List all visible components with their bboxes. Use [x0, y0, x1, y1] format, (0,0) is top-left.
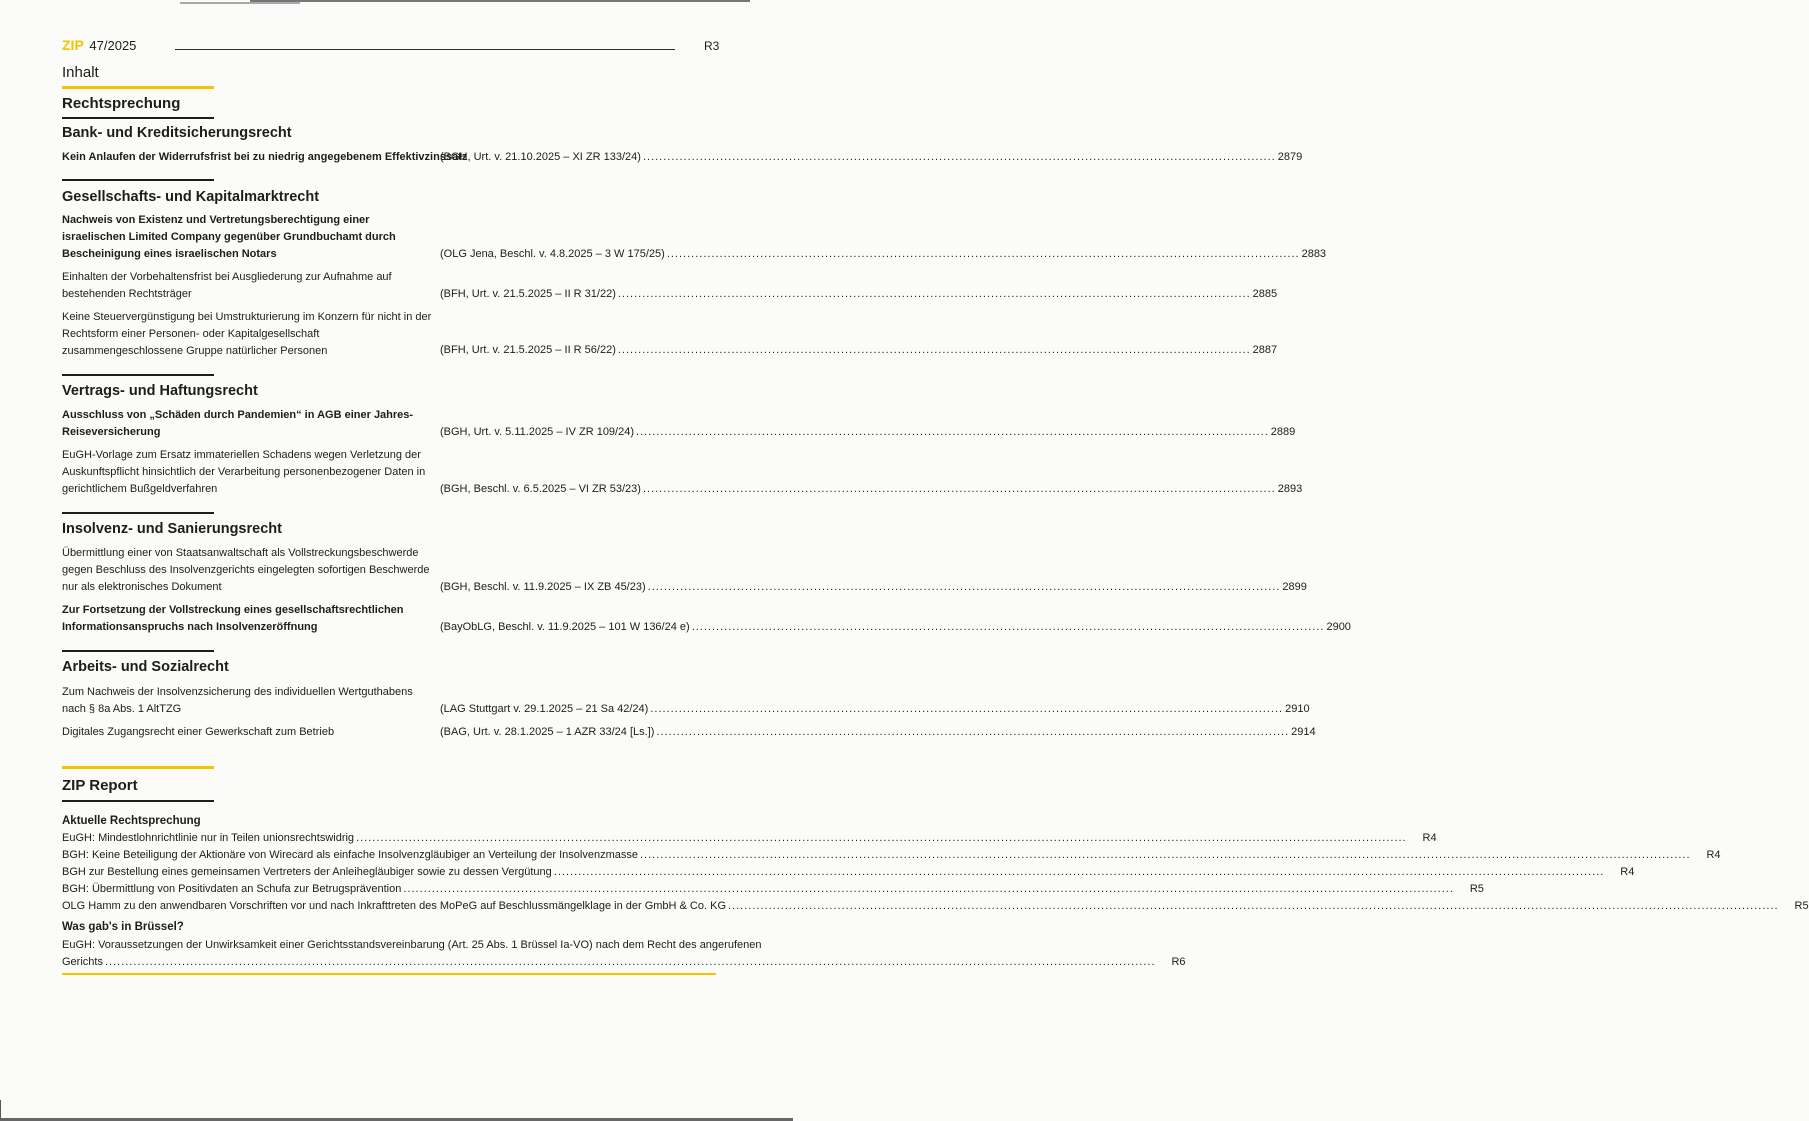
toc-entry[interactable]: Kein Anlaufen der Widerrufsfrist bei zu niedrig angegebenem Effektivzinssatz — [62, 151, 468, 163]
subsection-arbeit: Arbeits- und Sozialrecht — [62, 659, 229, 675]
page-ref: 2900 — [1326, 621, 1351, 633]
page-ref: 2899 — [1282, 581, 1307, 593]
section-rechtsprechung: Rechtsprechung — [62, 95, 181, 112]
toc-entry[interactable]: EuGH-Vorlage zum Ersatz immateriellen Schadens wegen Verletzung der Auskunftspflicht hinsichtlich der Verarbeitung personenbezogener Daten in gerichtlichem Bußgeldverfahren — [62, 449, 426, 495]
page-ref: R5 — [1794, 900, 1809, 912]
report-aktuelle-heading: Aktuelle Rechtsprechung — [62, 815, 201, 827]
journal-header — [62, 37, 136, 53]
report-item-text: OLG Hamm zu den anwendbaren Vorschriften vor und nach Inkrafttreten des MoPeG auf Beschlussmängelklage in der GmbH & Co. KG — [62, 900, 727, 912]
toc-reference — [440, 246, 1327, 263]
report-top-rule — [62, 766, 214, 769]
citation: (BGH, Urt. v. 5.11.2025 – IV ZR 109/24) — [440, 426, 635, 438]
citation: (OLG Jena, Beschl. v. 4.8.2025 – 3 W 175/25) — [440, 248, 665, 260]
divider — [62, 650, 214, 652]
divider — [62, 117, 214, 119]
leader-dots — [103, 954, 1158, 971]
citation: (BFH, Urt. v. 21.5.2025 – II R 31/22) — [440, 288, 616, 300]
toc-reference — [440, 342, 1278, 359]
report-item[interactable] — [62, 847, 1721, 864]
report-item-line-1[interactable] — [62, 937, 762, 954]
toc-reference — [440, 286, 1278, 303]
page-ref: 2893 — [1277, 483, 1303, 495]
toc-entry[interactable]: Übermittlung einer von Staatsanwaltschaft als Vollstreckungsbeschwerde gegen Beschluss des Insolvenzgerichts eingelegten sofortigen Beschwerde nur als elektronisches Dokument — [62, 547, 430, 593]
leader-dots — [616, 286, 1253, 303]
report-item[interactable] — [62, 830, 1437, 847]
leader-dots — [638, 847, 1693, 864]
page-ref: 2879 — [1277, 151, 1303, 163]
page-ref: 2889 — [1270, 426, 1296, 438]
report-item-text: EuGH: Voraussetzungen der Unwirksamkeit einer Gerichtsstandsvereinbarung (Art. 25 Abs. 1 Brüssel Ia-VO) nach dem Recht des angerufenen — [62, 939, 762, 951]
page-ref: 2883 — [1301, 248, 1327, 260]
journal-logo: ZIP — [62, 37, 84, 53]
subsection-bank: Bank- und Kreditsicherungsrecht — [62, 125, 292, 141]
page-ref: 2910 — [1285, 703, 1310, 715]
toc-reference — [440, 481, 1303, 498]
scan-edge-top — [250, 0, 750, 2]
page-ref: 2914 — [1291, 726, 1316, 738]
title-underline — [62, 86, 214, 89]
leader-dots — [641, 149, 1278, 166]
toc-reference — [440, 701, 1310, 718]
report-item[interactable] — [62, 881, 1484, 898]
leader-dots — [654, 724, 1291, 741]
toc-reference — [440, 724, 1316, 741]
report-item[interactable] — [62, 898, 1809, 915]
scan-edge-top-2 — [180, 2, 300, 4]
divider — [62, 512, 214, 514]
toc-entry[interactable]: Ausschluss von „Schäden durch Pandemien“ in AGB einer Jahres-Reiseversicherung — [62, 409, 414, 438]
toc-reference — [440, 579, 1307, 596]
page-ref: R4 — [1422, 832, 1437, 844]
report-item-text: BGH zur Bestellung eines gemeinsamen Vertreters der Anleihegläubiger sowie zu dessen Vergütung — [62, 866, 552, 878]
report-item-text: Gerichts — [62, 956, 103, 968]
toc-reference — [440, 149, 1303, 166]
issue-number: 47/2025 — [89, 38, 137, 53]
citation: (BayObLG, Beschl. v. 11.9.2025 – 101 W 136/24 e) — [440, 621, 690, 633]
citation: (BGH, Beschl. v. 6.5.2025 – VI ZR 53/23) — [440, 483, 641, 495]
page-ref: R4 — [1620, 866, 1635, 878]
leader-dots — [552, 864, 1607, 881]
subsection-insolvenz: Insolvenz- und Sanierungsrecht — [62, 521, 282, 537]
toc-entry[interactable]: Zur Fortsetzung der Vollstreckung eines gesellschaftsrechtlichen Informationsanspruchs nach Insolvenzeröffnung — [62, 604, 404, 633]
page-number: R3 — [704, 39, 720, 53]
toc-reference — [440, 619, 1351, 636]
report-item-text: EuGH: Mindestlohnrichtlinie nur in Teilen unionsrechtswidrig — [62, 832, 355, 844]
leader-dots — [401, 881, 1456, 898]
leader-dots — [354, 830, 1409, 847]
leader-dots — [665, 246, 1302, 263]
toc-entry[interactable]: Zum Nachweis der Insolvenzsicherung des individuellen Wertguthabens nach § 8a Abs. 1 AltTZG — [62, 686, 413, 715]
citation: (BGH, Beschl. v. 11.9.2025 – IX ZB 45/23) — [440, 581, 646, 593]
toc-entry[interactable]: Nachweis von Existenz und Vertretungsberechtigung einer israelischen Limited Company gegenüber Grundbuchamt durch Bescheinigung eines israelischen Notars — [62, 214, 396, 260]
leader-dots — [690, 619, 1327, 636]
report-item-text: BGH: Übermittlung von Positivdaten an Schufa zur Betrugsprävention — [62, 883, 402, 895]
page-ref: R6 — [1171, 956, 1186, 968]
citation: (BFH, Urt. v. 21.5.2025 – II R 56/22) — [440, 344, 616, 356]
page-ref: R5 — [1469, 883, 1484, 895]
page-ref: R4 — [1706, 849, 1721, 861]
citation: (LAG Stuttgart v. 29.1.2025 – 21 Sa 42/24) — [440, 703, 649, 715]
citation: (BGH, Urt. v. 21.10.2025 – XI ZR 133/24) — [440, 151, 641, 163]
page-title: Inhalt — [62, 64, 99, 81]
page-ref: 2887 — [1252, 344, 1278, 356]
report-bruessel-heading: Was gab's in Brüssel? — [62, 921, 184, 933]
leader-dots — [616, 342, 1253, 359]
divider — [62, 179, 214, 181]
subsection-vertrag: Vertrags- und Haftungsrecht — [62, 383, 258, 399]
header-rule — [175, 49, 675, 50]
toc-reference — [440, 424, 1296, 441]
citation: (BAG, Urt. v. 28.1.2025 – 1 AZR 33/24 [Ls.]) — [440, 726, 655, 738]
report-item-line-2[interactable] — [62, 954, 1186, 971]
section-zip-report: ZIP Report — [62, 777, 138, 794]
divider — [62, 374, 214, 376]
toc-entry[interactable]: Keine Steuervergünstigung bei Umstrukturierung im Konzern für nicht in der Rechtsform einer Personen- oder Kapitalgesellschaft zusammengeschlossene Gruppe natürlicher Personen — [62, 311, 432, 357]
leader-dots — [634, 424, 1271, 441]
toc-entry[interactable]: Digitales Zugangsrecht einer Gewerkschaft zum Betrieb — [62, 726, 335, 738]
report-bottom-rule — [62, 973, 716, 975]
subsection-gesellschaft: Gesellschafts- und Kapitalmarktrecht — [62, 189, 320, 205]
divider — [62, 800, 214, 802]
leader-dots — [726, 898, 1781, 915]
leader-dots — [641, 481, 1278, 498]
page-ref: 2885 — [1252, 288, 1278, 300]
report-item[interactable] — [62, 864, 1635, 881]
report-item-text: BGH: Keine Beteiligung der Aktionäre von Wirecard als einfache Insolvenzgläubiger an Verteilung der Insolvenzmasse — [62, 849, 638, 861]
leader-dots — [648, 701, 1285, 718]
leader-dots — [646, 579, 1283, 596]
toc-entry[interactable]: Einhalten der Vorbehaltensfrist bei Ausgliederung zur Aufnahme auf bestehenden Rechtsträger — [62, 271, 392, 300]
